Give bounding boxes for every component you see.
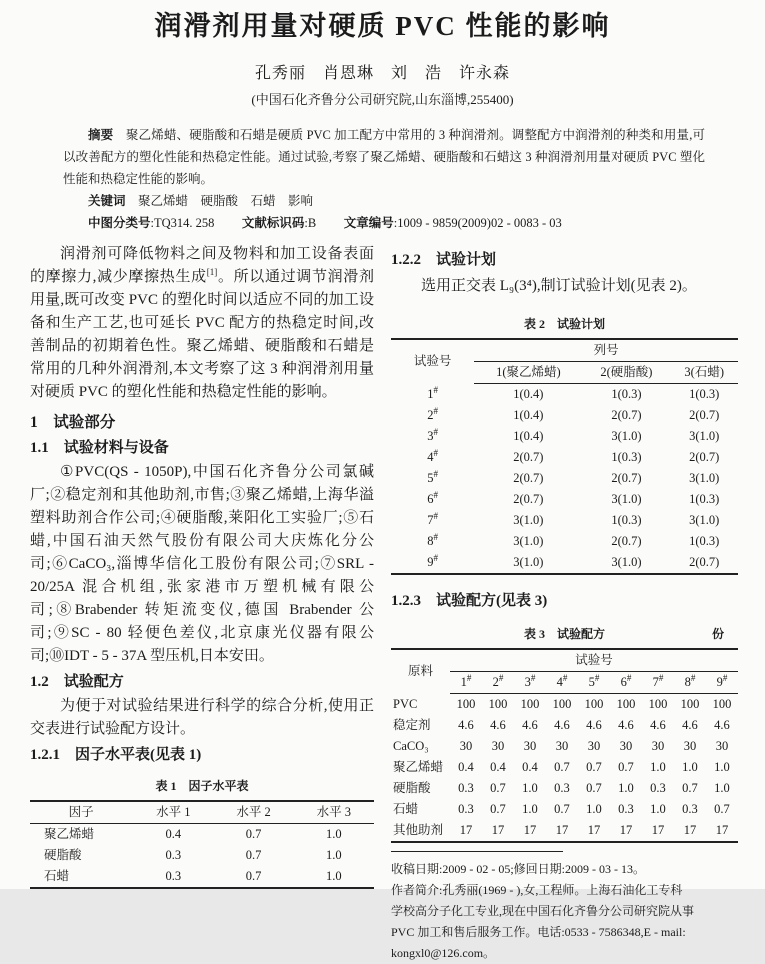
table-group-header: 试验号	[450, 649, 738, 672]
table2-caption: 表 2 试验计划	[523, 317, 605, 331]
table-cell: 0.7	[245, 827, 262, 841]
table-cell: 1(0.3)	[611, 387, 642, 401]
table-cell: 0.3	[165, 848, 182, 862]
table-cell: 1.0	[618, 781, 634, 795]
table-cell: 0.3	[682, 802, 698, 816]
table-header-row	[391, 339, 738, 362]
table-cell: 硬脂酸	[44, 848, 82, 862]
table-cell: 0.3	[458, 781, 474, 795]
table-cell: 1(0.3)	[611, 513, 642, 527]
table-cell: 100	[456, 697, 476, 711]
footnote-lines	[391, 859, 738, 964]
table-cell: 7#	[427, 510, 438, 527]
table-row	[391, 799, 738, 820]
table-row	[391, 405, 738, 426]
table-cell: 5#	[578, 672, 610, 694]
table-cell: 1(0.3)	[611, 450, 642, 464]
table-formulations	[391, 648, 738, 843]
table-cell: 1(0.4)	[513, 429, 544, 443]
affiliation-line: (中国石化齐鲁分公司研究院,山东淄博,255400)	[251, 92, 514, 107]
table-cell: 4#	[427, 447, 438, 464]
table-row	[391, 820, 738, 842]
table-cell: 9#	[427, 552, 438, 569]
table-cell: 0.3	[458, 802, 474, 816]
table1-caption: 表 1 因子水平表	[155, 779, 249, 793]
table-cell: 17	[491, 823, 505, 837]
table-row	[391, 552, 738, 574]
table-cell: 石蜡	[44, 869, 70, 883]
table-cell: 因子	[30, 801, 133, 824]
footnote-line: kongxl0@126.com。	[391, 946, 496, 960]
table-cell: 30	[619, 739, 633, 753]
table-cell: 0.4	[522, 760, 538, 774]
table-cell: 3(1.0)	[689, 429, 720, 443]
table-row	[391, 468, 738, 489]
table-cell: 0.3	[618, 802, 634, 816]
table-cell: 4.6	[714, 718, 730, 732]
clc-segment: 中图分类号:TQ314. 258	[88, 216, 215, 230]
table-cell: 0.7	[586, 760, 602, 774]
table-cell: 1#	[427, 384, 438, 401]
table-cell: 0.4	[165, 827, 182, 841]
table-cell: 1(聚乙烯蜡)	[474, 362, 582, 384]
table-cell: 3(1.0)	[611, 555, 642, 569]
table-cell: 9#	[706, 672, 738, 694]
table-row	[391, 510, 738, 531]
table-row	[391, 426, 738, 447]
table-cell: 2(硬脂酸)	[582, 362, 670, 384]
table-row-header: 原料	[407, 664, 433, 679]
table-cell: 17	[651, 823, 665, 837]
table-cell: 17	[459, 823, 473, 837]
table-test-plan	[391, 338, 738, 575]
table-cell: 5#	[427, 468, 438, 485]
table-cell: 1.0	[586, 802, 602, 816]
section-1-2-heading: 1.2 试验配方	[30, 674, 124, 690]
classification-line	[63, 212, 705, 234]
table-row	[391, 736, 738, 757]
table-cell: 100	[616, 697, 636, 711]
table-cell: 100	[648, 697, 668, 711]
table-cell: 30	[555, 739, 569, 753]
table-cell: 4.6	[650, 718, 666, 732]
table-cell: 30	[683, 739, 697, 753]
table-cell: 稳定剂	[393, 718, 431, 732]
table-cell: 0.7	[554, 760, 570, 774]
materials-paragraph: ①PVC(QS - 1050P),中国石化齐鲁分公司氯碱厂;②稳定剂和其他助剂,市售;③聚乙烯蜡,上海华溢塑料助剂合作公司;④硬脂酸,莱阳化工实验厂;⑤石蜡,中国石油天然气股份有限公司大庆炼化分公司;⑥CaCO₃,淄博华信化工股份有限公司;⑦SRL - 20/25A 混合机组,张家港市万塑机械有限公司;⑧Brabender 转矩流变仪,德国 Brabender 公司;⑨SC - 80 轻便色差仪,北京康光仪器有限公司;⑩IDT - 5 - 37A 型压机,日本安田。	[30, 464, 374, 664]
table-cell: 2(0.7)	[689, 450, 720, 464]
section-1-1-heading: 1.1 试验材料与设备	[30, 440, 169, 456]
table-cell: 1.0	[714, 760, 730, 774]
table-cell: 17	[715, 823, 729, 837]
table-cell: 1.0	[714, 781, 730, 795]
table-cell: 17	[523, 823, 537, 837]
table-row	[391, 384, 738, 406]
table-cell: 3(1.0)	[513, 555, 544, 569]
paper-header	[0, 6, 765, 108]
footnote-block	[391, 851, 738, 964]
citation-ref: [1]	[206, 267, 218, 277]
table-cell: 100	[680, 697, 700, 711]
section-1-2-2-heading: 1.2.2 试验计划	[391, 252, 497, 268]
table-cell: 2(0.7)	[611, 408, 642, 422]
table-cell: 0.7	[490, 802, 506, 816]
table-cell: 2#	[427, 405, 438, 422]
table-cell: 6#	[427, 489, 438, 506]
table-cell: 100	[488, 697, 508, 711]
table-cell: 30	[715, 739, 729, 753]
table-cell: 0.7	[554, 802, 570, 816]
table-cell: 水平 1	[133, 801, 213, 824]
table-cell: 水平 3	[294, 801, 374, 824]
table-cell: 3#	[427, 426, 438, 443]
table-row	[391, 715, 738, 736]
page-title: 润滑剂用量对硬质 PVC 性能的影响	[154, 11, 611, 41]
keywords-line	[63, 190, 705, 212]
table-cell: 30	[651, 739, 665, 753]
table-cell: 0.7	[245, 869, 262, 883]
right-column	[391, 243, 738, 964]
table-row	[30, 845, 374, 866]
table-row	[391, 531, 738, 552]
footnote-line: 收稿日期:2009 - 02 - 05;修回日期:2009 - 03 - 13。	[391, 862, 645, 876]
table-cell: 3(1.0)	[611, 429, 642, 443]
table-row	[391, 778, 738, 799]
table-cell: 100	[552, 697, 572, 711]
table-cell: 1#	[450, 672, 482, 694]
table-cell: 2(0.7)	[689, 408, 720, 422]
table-factor-levels	[30, 800, 374, 889]
table-row	[30, 824, 374, 846]
left-column	[30, 243, 374, 889]
table3-unit-label: 份	[711, 627, 724, 641]
table-header-row	[30, 801, 374, 824]
table-cell: 1.0	[650, 802, 666, 816]
table-group-header: 列号	[474, 339, 738, 362]
table-cell: 1(0.4)	[513, 387, 544, 401]
table-cell: 17	[619, 823, 633, 837]
table-cell: 0.7	[245, 848, 262, 862]
table-cell: 1.0	[522, 781, 538, 795]
table-cell: 0.7	[682, 781, 698, 795]
table-cell: 聚乙烯蜡	[393, 760, 444, 774]
table-cell: 4.6	[554, 718, 570, 732]
footnote-divider	[391, 851, 563, 852]
abstract-label: 摘要	[88, 128, 114, 142]
table-header-row	[391, 649, 738, 672]
table-cell: 3(1.0)	[513, 534, 544, 548]
table-cell: 硬脂酸	[393, 781, 431, 795]
section-1-heading: 1 试验部分	[30, 414, 116, 431]
table-cell: 2#	[482, 672, 514, 694]
table-row-header: 试验号	[413, 354, 452, 369]
table-cell: CaCO₃	[393, 739, 429, 753]
table-cell: 0.3	[165, 869, 182, 883]
table-cell: 0.3	[650, 781, 666, 795]
table-cell: 聚乙烯蜡	[44, 827, 95, 841]
table-cell: 3(1.0)	[689, 513, 720, 527]
table3-caption	[391, 626, 738, 642]
section-1-2-3-heading: 1.2.3 试验配方(见表 3)	[391, 593, 548, 609]
table-cell: 4.6	[618, 718, 634, 732]
table-cell: 石蜡	[393, 802, 419, 816]
table-cell: 1(0.3)	[689, 387, 720, 401]
table-cell: 4.6	[682, 718, 698, 732]
table-cell: 4.6	[522, 718, 538, 732]
table-row	[391, 757, 738, 778]
table-cell: 100	[520, 697, 540, 711]
table-cell: 7#	[642, 672, 674, 694]
table-cell: 1(0.3)	[689, 534, 720, 548]
table-cell: 8#	[427, 531, 438, 548]
table-cell: 0.4	[458, 760, 474, 774]
abstract-paragraph	[63, 124, 705, 190]
table-cell: 1.0	[522, 802, 538, 816]
table-cell: 1.0	[326, 848, 342, 862]
table-cell: 4.6	[490, 718, 506, 732]
table-cell: 3(石蜡)	[670, 362, 738, 384]
table-row	[30, 866, 374, 888]
formula-design-paragraph: 为便于对试验结果进行科学的综合分析,使用正交表进行试验配方设计。	[30, 698, 374, 737]
table-cell: 1(0.3)	[689, 492, 720, 506]
keywords-text: 聚乙烯蜡 硬脂酸 石蜡 影响	[138, 194, 314, 208]
table-cell: 1.0	[326, 827, 342, 841]
table-cell: 4.6	[586, 718, 602, 732]
table-cell: 3#	[514, 672, 546, 694]
table-cell: 30	[523, 739, 537, 753]
table-cell: 3(1.0)	[513, 513, 544, 527]
table-cell: 1.0	[326, 869, 342, 883]
table-cell: 0.3	[554, 781, 570, 795]
authors-line: 孔秀丽 肖恩琳 刘 浩 许永森	[254, 65, 510, 82]
table-cell: 4.6	[458, 718, 474, 732]
table-cell: 6#	[610, 672, 642, 694]
table-cell: 2(0.7)	[513, 492, 544, 506]
abstract-block	[63, 124, 705, 234]
table-cell: 30	[491, 739, 505, 753]
table3-caption-text: 表 3 试验配方	[523, 627, 605, 641]
table-cell: 0.7	[714, 802, 730, 816]
table-cell: PVC	[393, 696, 418, 711]
article-id-segment: 文章编号:1009 - 9859(2009)02 - 0083 - 03	[343, 216, 562, 230]
intro-paragraph: 润滑剂可降低物料之间及物料和加工设备表面的摩擦力,减少摩擦热生成[1]。所以通过调节润滑剂用量,既可改变 PVC 的塑化时间以适应不同的加工设备和生产工艺,也可延长 PVC 配方的热稳定时间,改善制品的初期着色性。聚乙烯蜡、硬脂酸和石蜡是常用的几种外润滑剂,本文考察了这 3 种润滑剂用量对硬质 PVC 的塑化性能和热稳定性能的影响。	[30, 246, 374, 400]
table-row	[391, 447, 738, 468]
footnote-line: PVC 加工和售后服务工作。电话:0533 - 7586348,E - mail:	[391, 925, 686, 939]
table-cell: 3(1.0)	[611, 492, 642, 506]
table-cell: 17	[587, 823, 601, 837]
table-cell: 1(0.4)	[513, 408, 544, 422]
keywords-label: 关键词	[88, 194, 126, 208]
table-cell: 2(0.7)	[611, 471, 642, 485]
table-cell: 30	[459, 739, 473, 753]
footnote-line: 学校高分子化工专业,现在中国石化齐鲁分公司研究院从事	[391, 904, 695, 918]
table-cell: 17	[555, 823, 569, 837]
table-cell: 100	[584, 697, 604, 711]
table-cell: 0.7	[618, 760, 634, 774]
table-cell: 2(0.7)	[611, 534, 642, 548]
table-row	[391, 489, 738, 510]
table-cell: 0.7	[490, 781, 506, 795]
abstract-text: 聚乙烯蜡、硬脂酸和石蜡是硬质 PVC 加工配方中常用的 3 种润滑剂。调整配方中润滑剂的种类和用量,可以改善配方的塑化性能和热稳定性能。通过试验,考察了聚乙烯蜡、硬脂酸和石蜡这 3 种润滑剂用量对硬质 PVC 塑化性能和热稳定性能的影响。	[63, 128, 705, 186]
table-cell: 3(1.0)	[689, 471, 720, 485]
table-cell: 100	[712, 697, 732, 711]
test-plan-paragraph: 选用正交表 L₉(3⁴),制订试验计划(见表 2)。	[421, 278, 697, 294]
table-cell: 2(0.7)	[513, 450, 544, 464]
table-cell: 17	[683, 823, 697, 837]
table-cell: 30	[587, 739, 601, 753]
section-1-2-1-heading: 1.2.1 因子水平表(见表 1)	[30, 747, 202, 763]
table-row	[391, 694, 738, 716]
table-cell: 2(0.7)	[689, 555, 720, 569]
table-cell: 4#	[546, 672, 578, 694]
table-cell: 2(0.7)	[513, 471, 544, 485]
table-cell: 1.0	[650, 760, 666, 774]
footnote-line: 作者简介:孔秀丽(1969 - ),女,工程师。上海石油化工专科	[391, 883, 683, 897]
table-cell: 1.0	[682, 760, 698, 774]
table-cell: 8#	[674, 672, 706, 694]
table-cell: 其他助剂	[393, 823, 444, 837]
doc-code-segment: 文献标识码:B	[241, 216, 317, 230]
table-cell: 0.7	[586, 781, 602, 795]
table-cell: 0.4	[490, 760, 506, 774]
table-cell: 水平 2	[213, 801, 293, 824]
